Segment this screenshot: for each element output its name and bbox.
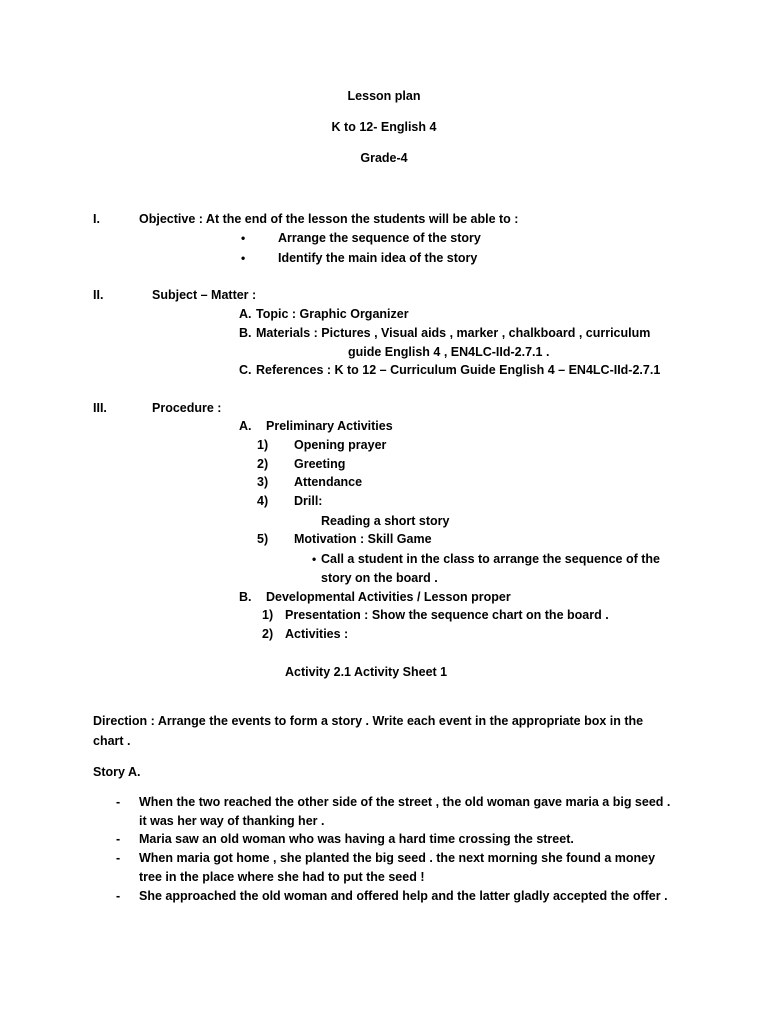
step-marker: 2) [262,627,274,641]
course-subtitle: K to 12- English 4 [331,120,437,134]
story-event-continuation: it was her way of thanking her . [139,814,325,828]
story-title: Story A. [93,765,141,779]
document-title: Lesson plan [347,89,421,103]
story-event-continuation: tree in the place where she had to put the seed ! [139,870,425,884]
step-marker: 1) [257,438,269,452]
objective-item: Identify the main idea of the story [278,251,478,265]
step-item: Activities : [285,627,349,641]
step-marker: 5) [257,532,269,546]
bullet: • [312,552,317,566]
activity-title: Activity 2.1 Activity Sheet 1 [285,665,448,679]
step-marker: 2) [257,457,269,471]
direction-line: chart . [93,734,131,748]
step-item: Motivation : Skill Game [294,532,432,546]
dash-marker: - [116,795,121,809]
list-marker: C. [239,363,252,377]
section-numeral: II. [93,288,104,302]
section-numeral: I. [93,212,100,226]
bullet: • [241,251,246,265]
step-item: Greeting [294,457,346,471]
grade-label: Grade-4 [360,151,408,165]
section-numeral: III. [93,401,107,415]
dash-marker: - [116,889,121,903]
bullet: • [241,231,246,245]
developmental-activities-label: Developmental Activities / Lesson proper [266,590,511,604]
step-marker: 3) [257,475,269,489]
materials-item: Materials : Pictures , Visual aids , marker , chalkboard , curriculum [256,326,651,340]
story-event: When the two reached the other side of the street , the old woman gave maria a big seed . [139,795,671,809]
step-item: Presentation : Show the sequence chart on the board . [285,608,609,622]
materials-item-continuation: guide English 4 , EN4LC-IId-2.7.1 . [348,345,550,359]
step-item: Drill: [294,494,323,508]
list-marker: A. [239,419,252,433]
subject-matter-heading: Subject – Matter : [152,288,257,302]
step-marker: 4) [257,494,269,508]
motivation-detail: Call a student in the class to arrange the sequence of the [321,552,660,566]
step-marker: 1) [262,608,274,622]
list-marker: B. [239,590,252,604]
objective-heading: Objective : At the end of the lesson the students will be able to : [139,212,519,226]
list-marker: A. [239,307,252,321]
step-item: Opening prayer [294,438,387,452]
references-item: References : K to 12 – Curriculum Guide English 4 – EN4LC-IId-2.7.1 [256,363,661,377]
motivation-detail-continuation: story on the board . [321,571,438,585]
story-event: When maria got home , she planted the big seed . the next morning she found a money [139,851,656,865]
preliminary-activities-label: Preliminary Activities [266,419,393,433]
step-subitem: Reading a short story [321,514,450,528]
story-event: She approached the old woman and offered help and the latter gladly accepted the offer . [139,889,668,903]
procedure-heading: Procedure : [152,401,222,415]
story-event: Maria saw an old woman who was having a hard time crossing the street. [139,832,574,846]
list-marker: B. [239,326,252,340]
topic-item: Topic : Graphic Organizer [256,307,409,321]
objective-item: Arrange the sequence of the story [278,231,481,245]
direction-line: Direction : Arrange the events to form a story . Write each event in the appropriate box in the [93,714,644,728]
dash-marker: - [116,851,121,865]
dash-marker: - [116,832,121,846]
step-item: Attendance [294,475,363,489]
